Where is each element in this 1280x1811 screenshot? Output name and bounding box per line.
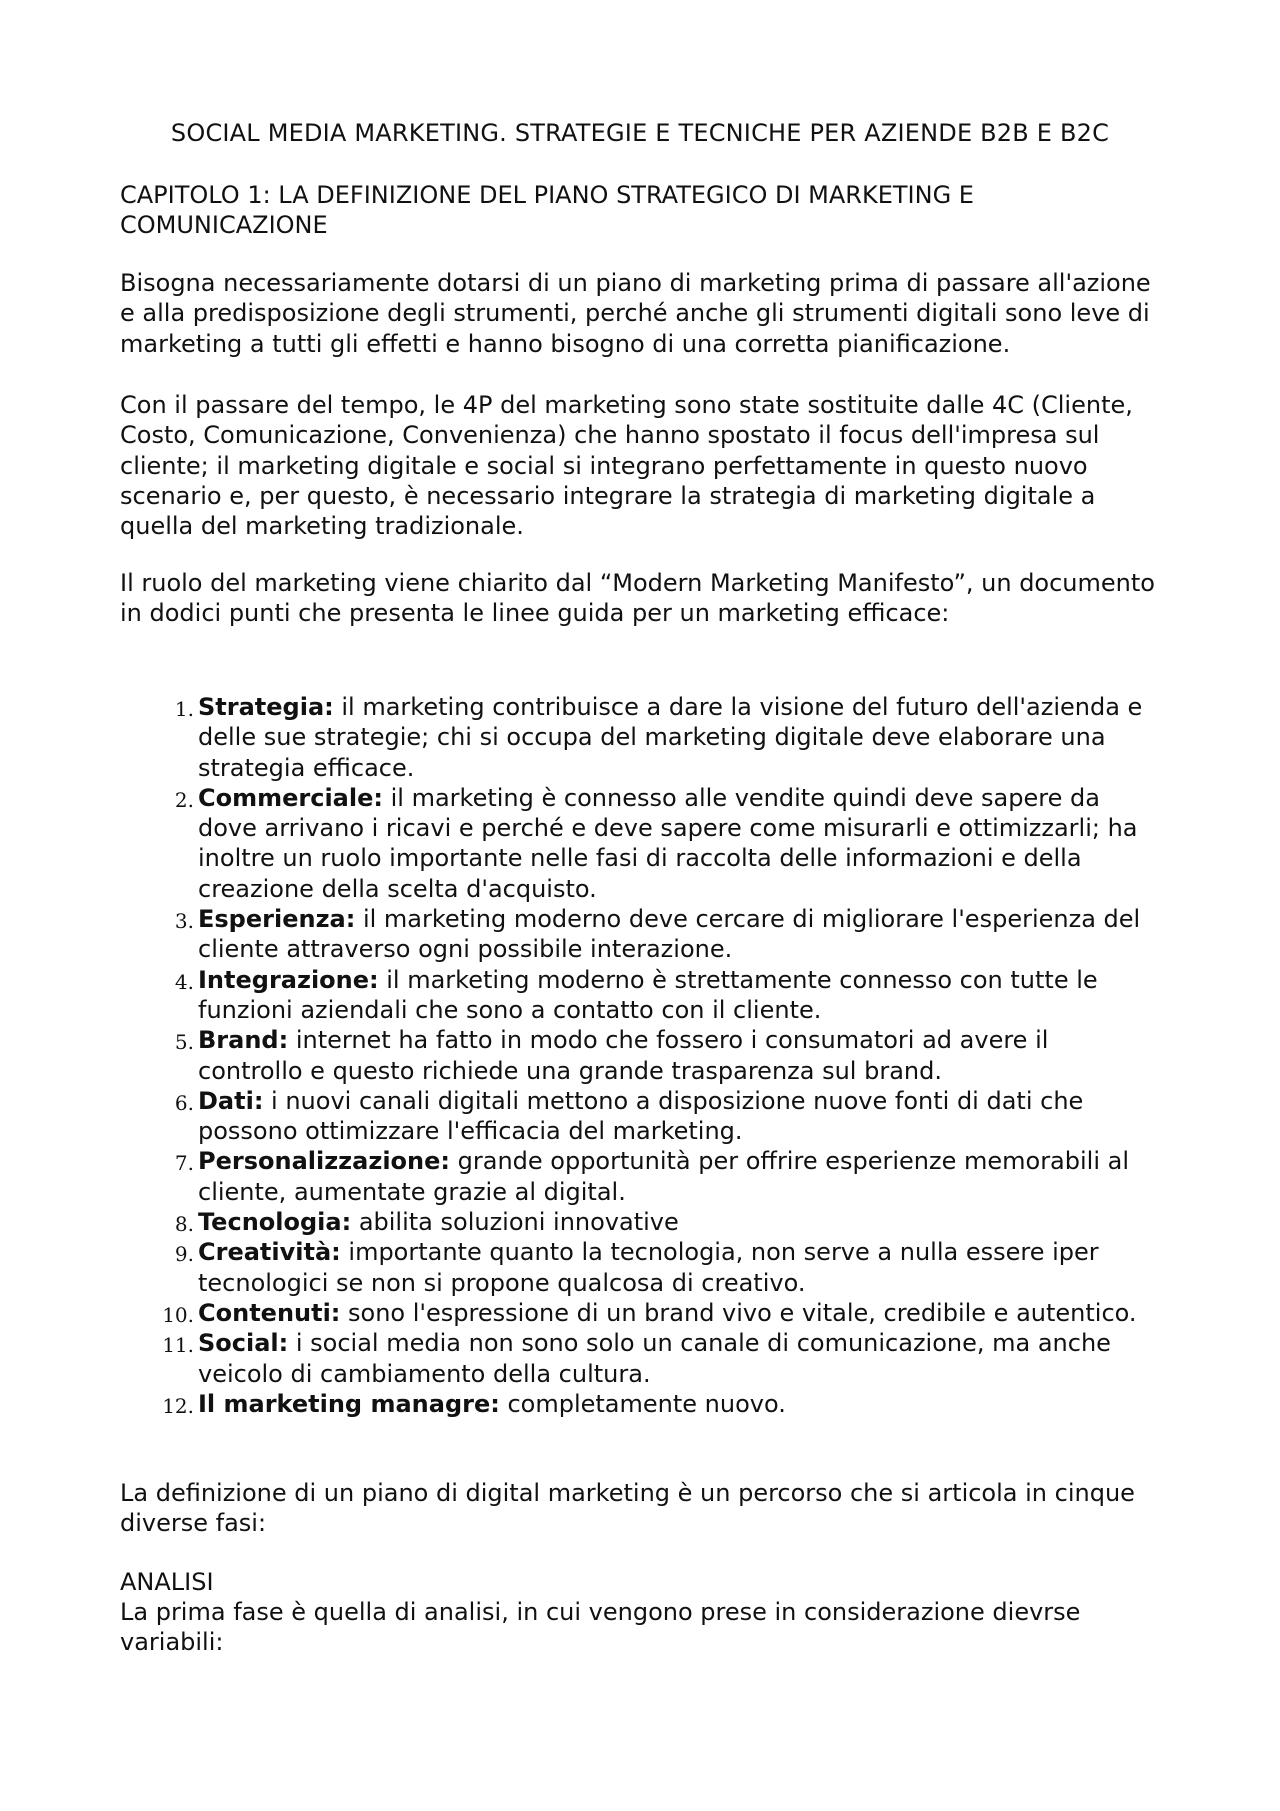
- list-item-heading: Esperienza:: [198, 905, 356, 934]
- list-item-number: 7.: [174, 1151, 194, 1176]
- manifesto-list: [0, 692, 1200, 1419]
- paragraph-analisi: La prima fase è quella di analisi, in cui vengono prese in considerazione dievrse variabili:: [120, 1598, 1081, 1657]
- list-item-text: il marketing moderno deve cercare di migliorare l'esperienza del cliente attraverso ogni possibile interazione.: [198, 905, 1141, 964]
- list-item: [0, 1025, 1158, 1086]
- list-item-number: 3.: [174, 909, 194, 934]
- list-item: [0, 692, 1158, 783]
- list-item-number: 6.: [174, 1090, 194, 1115]
- section-heading-analisi: ANALISI: [120, 1568, 214, 1596]
- list-item-text: importante quanto la tecnologia, non serve a nulla essere iper tecnologici se non si propone qualcosa di creativo.: [198, 1238, 1099, 1297]
- list-item: [0, 1328, 1158, 1389]
- document-title: SOCIAL MEDIA MARKETING. STRATEGIE E TECNICHE PER AZIENDE B2B E B2C: [170, 119, 1110, 147]
- list-item: [0, 1146, 1158, 1207]
- paragraph-intro: Bisogna necessariamente dotarsi di un piano di marketing prima di passare all'azione e alla predisposizione degli strumenti, perché anche gli strumenti digitali sono leve di marketing a tutti gli effetti e hanno bisogno di una corretta pianificazione.: [120, 269, 1151, 358]
- list-item-heading: Brand:: [198, 1026, 289, 1055]
- list-item: [0, 783, 1158, 904]
- paragraph-phases: La definizione di un piano di digital marketing è un percorso che si articola in cinque diverse fasi:: [120, 1479, 1135, 1538]
- list-item-number: 11.: [162, 1333, 194, 1358]
- list-item-number: 8.: [174, 1212, 194, 1237]
- list-item: [0, 904, 1158, 965]
- list-item-text: il marketing è connesso alle vendite quindi deve sapere da dove arrivano i ricavi e perché e deve sapere come misurarli e ottimizzarli; ha inoltre un ruolo importante nelle fasi di raccolta delle informazioni e della creazione della scelta d'acquisto.: [198, 783, 1138, 903]
- list-item-heading: Integrazione:: [198, 965, 379, 994]
- list-item-heading: Commerciale:: [198, 783, 383, 812]
- list-item-heading: Dati:: [198, 1086, 264, 1115]
- list-item-number: 2.: [174, 787, 194, 812]
- list-item-heading: Social:: [198, 1329, 289, 1358]
- chapter-heading: [120, 180, 1120, 240]
- list-item-heading: Tecnologia:: [198, 1208, 352, 1237]
- chapter-heading-line-2: COMUNICAZIONE: [120, 211, 328, 239]
- list-item-text: internet ha fatto in modo che fossero i consumatori ad avere il controllo e questo richiede una grande trasparenza sul brand.: [198, 1026, 1049, 1085]
- list-item-text: i nuovi canali digitali mettono a disposizione nuove fonti di dati che possono ottimizzare l'efficacia del marketing.: [198, 1086, 1084, 1146]
- list-item-number: 12.: [162, 1393, 194, 1418]
- list-item-heading: Creatività:: [198, 1238, 341, 1267]
- paragraph-manifesto: Il ruolo del marketing viene chiarito dal “Modern Marketing Manifesto”, un documento in dodici punti che presenta le linee guida per un marketing efficace:: [120, 569, 1155, 628]
- list-item: [0, 1207, 1158, 1237]
- list-item-heading: Personalizzazione:: [198, 1147, 450, 1176]
- list-item-text: il marketing moderno è strettamente connesso con tutte le funzioni aziendali che sono a contatto con il cliente.: [198, 965, 1098, 1024]
- list-item-text: completamente nuovo.: [499, 1389, 786, 1418]
- list-item-number: 5.: [174, 1030, 194, 1055]
- list-item: [0, 1298, 1158, 1328]
- list-item-heading: Il marketing managre:: [198, 1389, 500, 1418]
- list-item: [0, 1237, 1158, 1298]
- list-item: [0, 1389, 1158, 1419]
- list-item-text: i social media non sono solo un canale di comunicazione, ma anche veicolo di cambiamento della cultura.: [198, 1329, 1111, 1388]
- chapter-heading-line-1: CAPITOLO 1: LA DEFINIZIONE DEL PIANO STRATEGICO DI MARKETING E: [120, 181, 974, 209]
- list-item: [0, 965, 1158, 1026]
- list-item-heading: Strategia:: [198, 693, 334, 721]
- list-item: [0, 1086, 1158, 1147]
- list-item-number: 9.: [174, 1242, 194, 1267]
- list-item-number: 4.: [174, 969, 194, 994]
- paragraph-4p-4c: Con il passare del tempo, le 4P del marketing sono state sostituite dalle 4C (Cliente, Costo, Comunicazione, Convenienza) che hanno spostato il focus dell'impresa sul cliente; il marketing digitale e social si integrano perfettamente in questo nuovo scenario e, per questo, è necessario integrare la strategia di marketing digitale a quella del marketing tradizionale.: [120, 391, 1133, 541]
- list-item-text: grande opportunità per offrire esperienze memorabili al cliente, aumentate grazie al digital.: [198, 1147, 1130, 1206]
- list-item-text: abilita soluzioni innovative: [351, 1208, 679, 1237]
- list-item-number: 1.: [174, 697, 194, 721]
- list-item-number: 10.: [162, 1302, 194, 1327]
- list-item-text: sono l'espressione di un brand vivo e vitale, credibile e autentico.: [340, 1298, 1137, 1327]
- list-item-heading: Contenuti:: [198, 1298, 341, 1327]
- list-item-text: il marketing contribuisce a dare la visione del futuro dell'azienda e delle sue strategie; chi si occupa del marketing digitale deve elaborare una strategia efficace.: [198, 693, 1143, 782]
